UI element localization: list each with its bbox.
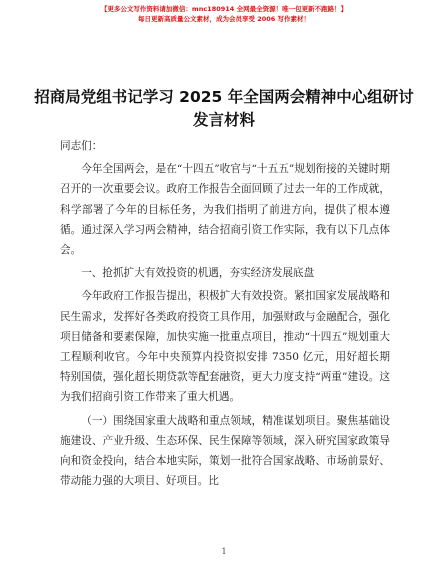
document-body <box>60 136 390 494</box>
promo-banner-line-1: 【更多公文写作资料请加微信：mnc180914 全网最全资源！唯一包更新不跑路！】 <box>100 5 348 13</box>
paragraph-subsection-1: （一）围绕国家重大战略和重点领域，精准谋划项目。聚焦基础设施建设、产业升级、生态环保、民生保障等领域，深入研究国家政策导向和资金投向，结合本地实际，策划一批符合国家战略、市场前景好、带动能力强的大项目、好项目。比 <box>60 414 390 488</box>
paragraph-intro: 今年全国两会，是在“十四五”收官与“十五五”规划衔接的关键时期召开的一次重要会议。政府工作报告全面回顾了过去一年的工作成就，科学部署了今年的目标任务，为我们指明了前进方向，提供了根本遵循。通过深入学习两会精神，结合招商引资工作实际，我有以下几点体会。 <box>60 163 390 257</box>
paragraph-investment: 今年政府工作报告提出，积极扩大有效投资。紧扣国家发展战略和民生需求，发挥好各类政府投资工具作用，加强财政与金融配合，强化项目储备和要素保障，加快实施一批重点项目，推动“十四五”规划重大工程顺利收官。今年中央预算内投资拟安排 7350 亿元，用好超长期特别国债，强化超长期贷款等配套融资，更大力度支持“两重”建设。这为我们招商引资工作带来了重大机遇。 <box>60 290 390 404</box>
document-title: 招商局党组书记学习 2025 年全国两会精神中心组研讨发言材料 <box>34 88 414 129</box>
section-heading-1: 一、抢抓扩大有效投资的机遇，夯实经济发展底盘 <box>81 267 315 280</box>
promo-banner <box>0 4 448 24</box>
page-number: 1 <box>221 547 227 556</box>
promo-banner-line-2: 每日更新高质量公文素材，成为会员享受 2006 写作素材！ <box>137 15 311 23</box>
greeting: 同志们： <box>60 140 103 152</box>
